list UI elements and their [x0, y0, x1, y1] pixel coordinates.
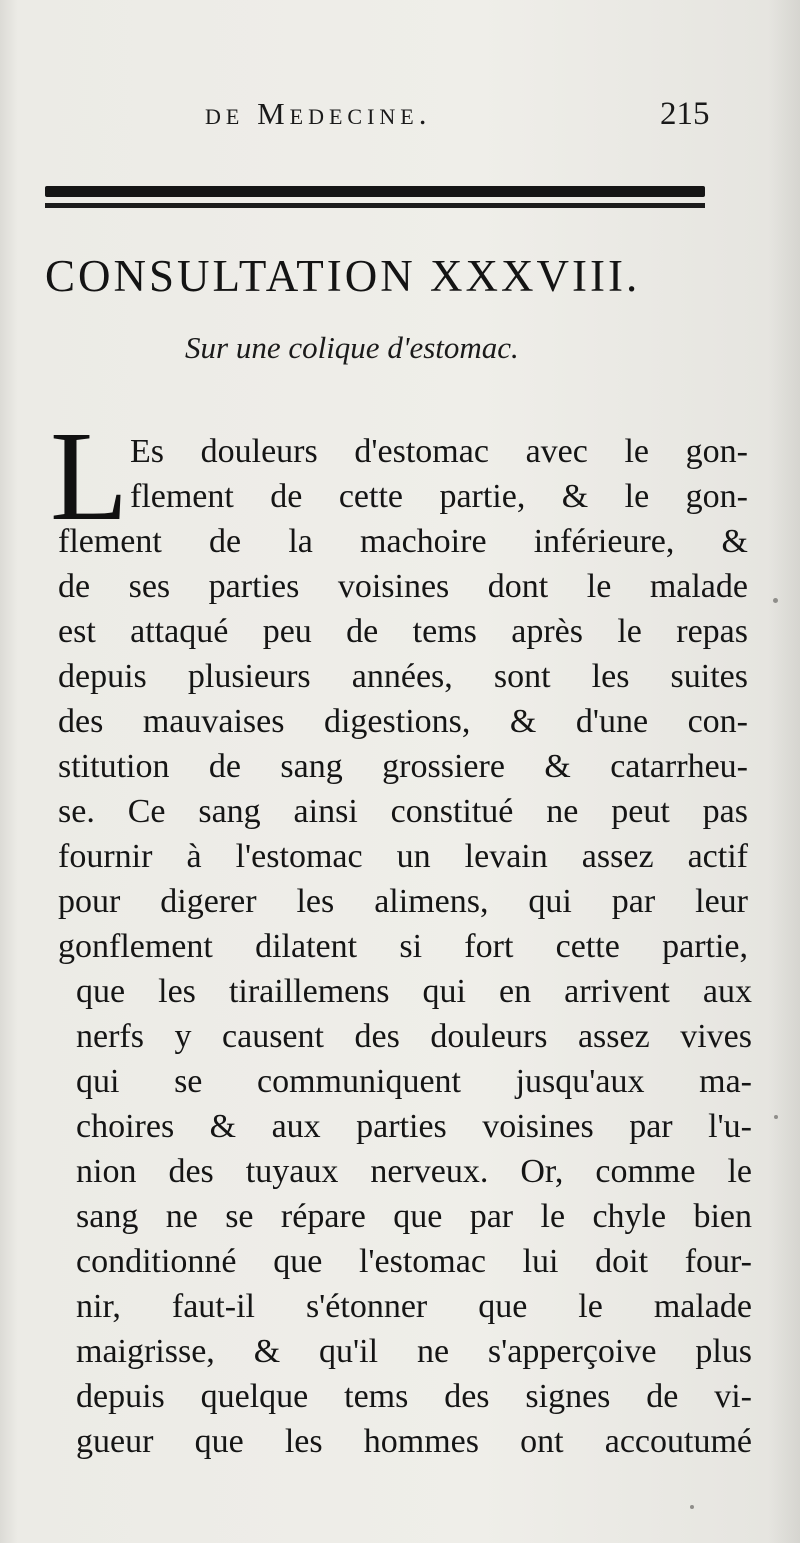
text-line: se. Ce sang ainsi constitué ne peut pas	[58, 793, 748, 830]
text-line: choires & aux parties voisines par l'u-	[76, 1108, 752, 1145]
consultation-heading: CONSULTATION XXXVIII.	[45, 251, 641, 301]
text-line: de ses parties voisines dont le malade	[58, 568, 748, 605]
text-line: nion des tuyaux nerveux. Or, comme le	[76, 1153, 752, 1190]
text-line: des mauvaises digestions, & d'une con-	[58, 703, 748, 740]
rule-thick	[45, 186, 705, 197]
text-line: stitution de sang grossiere & catarrheu-	[58, 748, 748, 785]
paper-speck	[773, 598, 778, 603]
text-line: qui se communiquent jusqu'aux ma-	[76, 1063, 752, 1100]
text-line: fournir à l'estomac un levain assez actif	[58, 838, 748, 875]
text-line: depuis plusieurs années, sont les suites	[58, 658, 748, 695]
text-line: gonflement dilatent si fort cette partie,	[58, 928, 748, 965]
text-line: maigrisse, & qu'il ne s'apperçoive plus	[76, 1333, 752, 1370]
text-line: conditionné que l'estomac lui doit four-	[76, 1243, 752, 1280]
consultation-subtitle: Sur une colique d'estomac.	[185, 330, 519, 365]
rule-thin	[45, 203, 705, 208]
text-line: Es douleurs d'estomac avec le gon-	[130, 433, 748, 470]
text-line: gueur que les hommes ont accoutumé	[76, 1423, 752, 1460]
text-line: flement de la machoire inférieure, &	[58, 523, 748, 560]
page-number: 215	[660, 96, 710, 132]
text-line: est attaqué peu de tems après le repas	[58, 613, 748, 650]
running-head: de Medecine.	[205, 96, 432, 131]
text-line: nerfs y causent des douleurs assez vives	[76, 1018, 752, 1055]
paper-speck	[690, 1505, 694, 1509]
text-line: depuis quelque tems des signes de vi-	[76, 1378, 752, 1415]
text-line: que les tiraillemens qui en arrivent aux	[76, 973, 752, 1010]
paper-speck	[774, 1115, 778, 1119]
text-line: flement de cette partie, & le gon-	[130, 478, 748, 515]
text-line: sang ne se répare que par le chyle bien	[76, 1198, 752, 1235]
text-line: nir, faut-il s'étonner que le malade	[76, 1288, 752, 1325]
double-rule	[45, 186, 705, 212]
drop-cap: L	[50, 405, 129, 547]
text-line: pour digerer les alimens, qui par leur	[58, 883, 748, 920]
